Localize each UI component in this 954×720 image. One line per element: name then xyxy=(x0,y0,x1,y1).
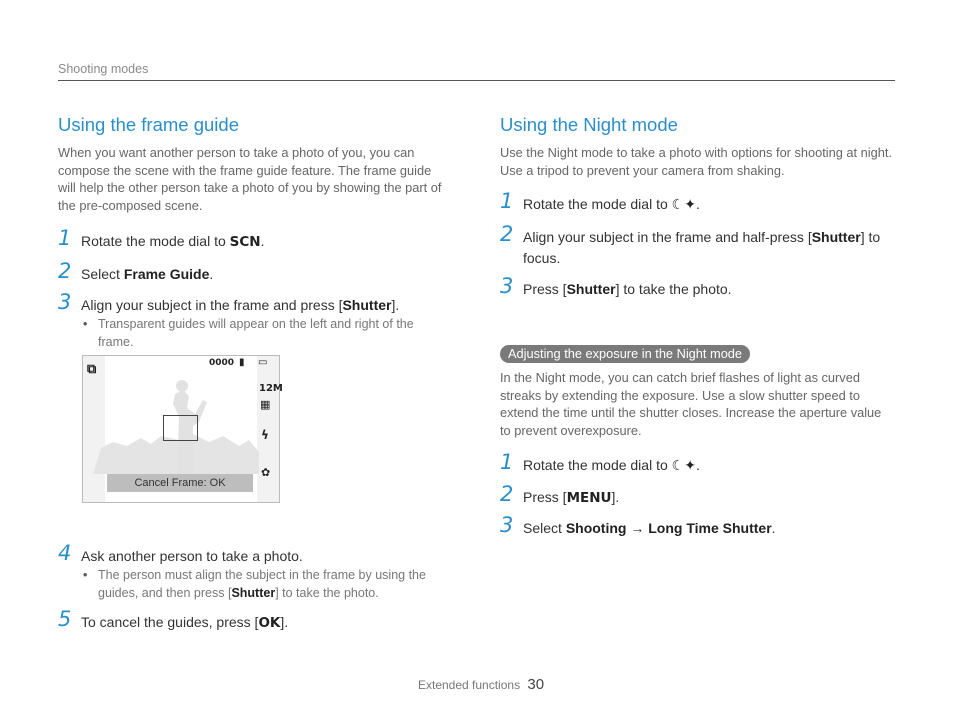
camera-screen-illustration xyxy=(82,355,283,503)
header-rule xyxy=(58,80,895,81)
step-5: 5 To cancel the guides, press [OK]. xyxy=(58,607,289,631)
night-mode-icon: ☾✦ xyxy=(671,458,696,474)
resolution-icon: 12M xyxy=(259,383,283,394)
flash-icon: ϟ xyxy=(261,428,269,442)
shot-counter: 0000 xyxy=(209,358,235,368)
quality-icon: ▦ xyxy=(260,398,271,411)
scn-mode-icon: SCN xyxy=(229,234,261,250)
step-1: 1 Rotate the mode dial to ☾✦. xyxy=(500,194,895,216)
page-footer xyxy=(418,676,544,693)
step-3: 3 Press [Shutter] to take the photo. xyxy=(500,274,732,298)
sub-step-3: 3 Select Shooting → Long Time Shutter. xyxy=(500,513,776,537)
sub-step-2: 2 Press [MENU]. xyxy=(500,482,620,506)
subsection-header xyxy=(500,345,895,363)
cancel-frame-bar: Cancel Frame: OK xyxy=(107,474,253,492)
page-header: Shooting modes xyxy=(58,62,149,76)
step-2: 2 Align your subject in the frame and half-press [Shutter] to focus. xyxy=(500,222,881,266)
step-2: 2 Select Frame Guide. xyxy=(58,259,214,283)
subsection-title-badge: Adjusting the exposure in the Night mode xyxy=(500,345,750,363)
card-icon: ▮ xyxy=(239,357,245,368)
battery-icon: ▭ xyxy=(258,357,268,368)
page-number: 30 xyxy=(527,676,545,693)
section-title: Using the Night mode xyxy=(500,114,678,135)
step-3-note: • Transparent guides will appear on the left and right of the frame. xyxy=(83,317,414,349)
night-mode-section xyxy=(500,114,895,539)
focus-frame xyxy=(163,415,198,441)
menu-button-icon: MENU xyxy=(566,490,612,506)
night-mode-icon: ☾✦ xyxy=(671,197,696,213)
section-intro: When you want another person to take a photo of you, you can compose the scene with the frame guide feature. The frame guide will help the other person take a photo of you by showing the part of the pre-composed scene. xyxy=(58,145,442,213)
step-4: 4 Ask another person to take a photo. xyxy=(58,541,303,565)
footer-label: Extended functions xyxy=(418,678,521,692)
step-4-note: • The person must align the subject in the frame by using the guides, and then press [Shutter] to take the photo. xyxy=(83,568,426,600)
subsection-intro: In the Night mode, you can catch brief flashes of light as curved streaks by extending the exposure. Use a slow shutter speed to extend the time until the shutter closes. Increase the aperture value to prevent overexposure. xyxy=(500,370,882,438)
ok-button-icon: OK xyxy=(258,615,281,631)
step-1: 1 Rotate the mode dial to SCN. xyxy=(58,226,265,250)
section-intro: Use the Night mode to take a photo with options for shooting at night. Use a tripod to prevent your camera from shaking. xyxy=(500,145,892,178)
macro-icon: ✿ xyxy=(261,466,271,479)
step-3: 3 Align your subject in the frame and press [Shutter]. xyxy=(58,290,400,314)
sub-step-1: 1 Rotate the mode dial to ☾✦. xyxy=(500,455,895,477)
section-title: Using the frame guide xyxy=(58,114,239,135)
frame-guide-mode-icon: ⧉ xyxy=(87,362,97,377)
arrow-icon: → xyxy=(630,520,645,536)
